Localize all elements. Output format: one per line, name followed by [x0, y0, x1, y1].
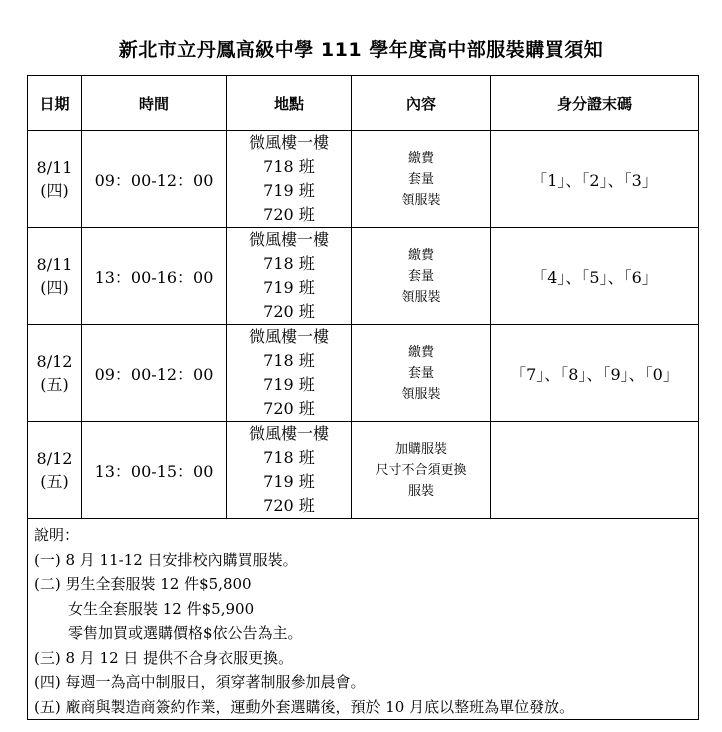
location-building: 微風樓一樓 [248, 133, 329, 152]
content-item: 領服裝 [401, 386, 441, 402]
notes-block [28, 519, 698, 719]
time-cell: 09：00-12：00 [82, 325, 227, 422]
location-building: 微風樓一樓 [248, 327, 329, 346]
content-cell [352, 131, 491, 228]
date-cell [28, 422, 82, 519]
content-item: 加購服裝 [394, 441, 447, 457]
date-text: 8/11 [36, 158, 73, 177]
table-row [28, 131, 699, 228]
content-item: 尺寸不合須更換 [375, 462, 467, 478]
time-cell: 09：00-12：00 [82, 131, 227, 228]
date-cell [28, 131, 82, 228]
header-time: 時間 [82, 76, 227, 131]
schedule-table [27, 75, 699, 720]
header-date: 日期 [28, 76, 82, 131]
content-item: 領服裝 [401, 289, 441, 305]
date-text: 8/12 [36, 449, 73, 468]
content-cell [352, 228, 491, 325]
id-digits-cell: 「7」、「8」、「9」、「0」 [491, 325, 699, 422]
content-item: 套量 [407, 365, 434, 381]
time-cell: 13：00-16：00 [82, 228, 227, 325]
location-class: 719 班 [263, 278, 315, 297]
content-item: 套量 [407, 268, 434, 284]
location-class: 720 班 [263, 496, 315, 515]
location-building: 微風樓一樓 [248, 424, 329, 443]
location-cell [227, 131, 352, 228]
id-digits-cell: 「4」、「5」、「6」 [491, 228, 699, 325]
location-class: 720 班 [263, 205, 315, 224]
note-item: 零售加買或選購價格$依公告為主。 [68, 624, 303, 642]
note-item: (五) 廠商與製造商簽約作業，運動外套選購後，預於 10 月底以整班為單位發放。 [34, 697, 575, 716]
location-class: 718 班 [263, 351, 315, 370]
document-title: 新北市立丹鳳高級中學 111 學年度高中部服裝購買須知 [118, 39, 604, 61]
location-class: 720 班 [263, 399, 315, 418]
location-cell [227, 228, 352, 325]
location-class: 719 班 [263, 375, 315, 394]
location-class: 719 班 [263, 181, 315, 200]
notes-cell [28, 519, 699, 720]
header-content: 內容 [352, 76, 491, 131]
table-row [28, 325, 699, 422]
time-cell: 13：00-15：00 [82, 422, 227, 519]
date-text: 8/12 [36, 352, 73, 371]
header-location: 地點 [227, 76, 352, 131]
content-item: 服裝 [407, 483, 434, 499]
location-class: 718 班 [263, 448, 315, 467]
location-cell [227, 325, 352, 422]
date-cell [28, 325, 82, 422]
content-cell [352, 422, 491, 519]
id-digits-cell [491, 422, 699, 519]
notes-heading: 說明： [34, 526, 80, 544]
date-text: 8/11 [36, 255, 73, 274]
location-building: 微風樓一樓 [248, 230, 329, 249]
location-class: 719 班 [263, 472, 315, 491]
content-cell [352, 325, 491, 422]
location-class: 720 班 [263, 302, 315, 321]
id-digits-cell: 「1」、「2」、「3」 [491, 131, 699, 228]
table-row [28, 228, 699, 325]
content-item: 繳費 [407, 344, 434, 360]
note-item: (三) 8 月 12 日 提供不合身衣服更換。 [34, 648, 294, 667]
location-cell [227, 422, 352, 519]
note-item: 女生全套服裝 12 件$5,900 [68, 599, 255, 618]
table-row [28, 422, 699, 519]
notes-row [28, 519, 699, 720]
note-item: (二) 男生全套服裝 12 件$5,800 [34, 575, 252, 593]
content-item: 繳費 [407, 150, 434, 166]
location-class: 718 班 [263, 254, 315, 273]
weekday-text: (五) [40, 375, 69, 394]
weekday-text: (四) [40, 278, 69, 297]
content-item: 套量 [407, 171, 434, 187]
content-item: 領服裝 [401, 192, 441, 208]
weekday-text: (四) [40, 181, 69, 200]
weekday-text: (五) [40, 472, 69, 491]
content-item: 繳費 [407, 247, 434, 263]
header-id-digits: 身分證末碼 [491, 76, 699, 131]
table-header-row [28, 76, 699, 131]
date-cell [28, 228, 82, 325]
note-item: (四) 每週一為高中制服日，須穿著制服參加晨會。 [34, 673, 366, 691]
note-item: (一) 8 月 11-12 日安排校內購買服裝。 [34, 550, 298, 569]
location-class: 718 班 [263, 157, 315, 176]
